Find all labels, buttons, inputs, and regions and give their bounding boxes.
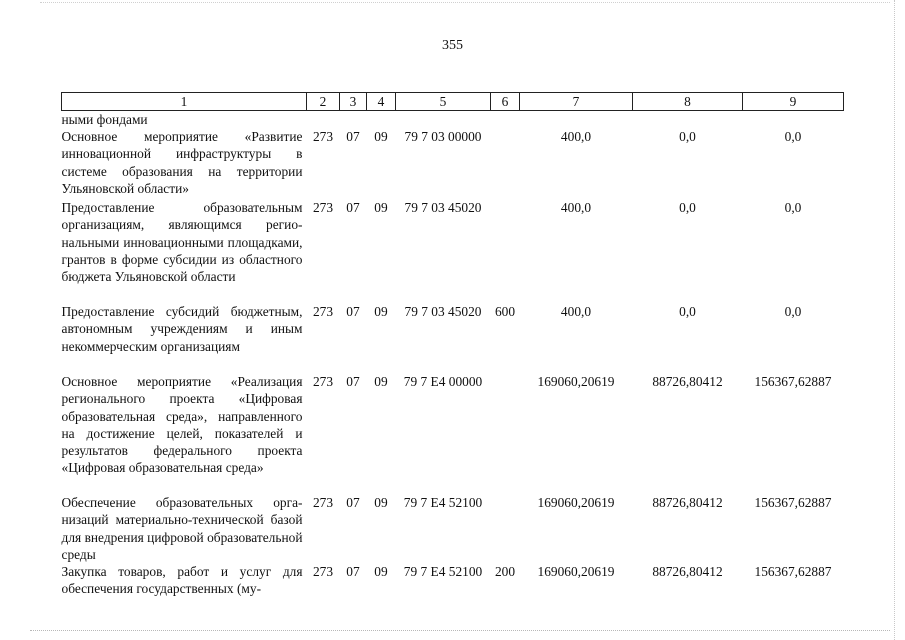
row-col-8: 0,0	[679, 200, 696, 216]
header-col-4: 4	[367, 93, 396, 111]
row-col-7: 169060,20619	[537, 564, 615, 580]
row-col-3: 07	[346, 129, 360, 145]
table-body	[62, 111, 844, 600]
header-col-3: 3	[340, 93, 367, 111]
row-col-9: 0,0	[784, 129, 802, 145]
row-col-3: 07	[346, 374, 360, 390]
scan-edge-top	[40, 2, 890, 4]
row-col-3: 07	[346, 495, 360, 511]
row-description: Закупка товаров, работ и услуг для обеспечения государственных (му-	[61, 564, 303, 597]
row-col-5: 79 7 03 45020	[404, 304, 482, 320]
row-col-9: 0,0	[784, 200, 802, 216]
row-col-8: 88726,80412	[652, 374, 723, 390]
row-col-9: 0,0	[784, 304, 802, 320]
row-col-6	[491, 199, 520, 303]
header-row	[62, 93, 844, 111]
row-col-4: 09	[374, 564, 388, 580]
row-col-2: 273	[312, 129, 334, 145]
continuation-text: ными фондами	[61, 112, 148, 127]
row-col-7: 400,0	[560, 129, 592, 145]
row-col-2: 273	[312, 304, 334, 320]
header-col-6: 6	[491, 93, 520, 111]
scan-edge-right	[894, 0, 896, 640]
row-col-2: 273	[312, 374, 334, 390]
row-col-2: 273	[312, 495, 334, 511]
row-col-4: 09	[374, 304, 388, 320]
row-description: Предоставление субсидий бюджетным, автономным учреждениям и иным некоммерческим организациям	[61, 304, 303, 354]
row-col-2: 273	[312, 564, 334, 580]
row-col-3: 07	[346, 200, 360, 216]
header-col-2: 2	[307, 93, 340, 111]
table-row	[62, 199, 844, 303]
budget-table	[61, 92, 844, 599]
table-row	[62, 128, 844, 199]
row-col-7: 169060,20619	[537, 495, 615, 511]
row-col-4: 09	[374, 495, 388, 511]
row-col-4: 09	[374, 374, 388, 390]
row-col-7: 400,0	[560, 200, 592, 216]
row-col-5: 79 7 E4 00000	[403, 374, 483, 390]
header-col-8: 8	[633, 93, 743, 111]
row-col-5: 79 7 E4 52100	[403, 495, 483, 511]
row-col-9: 156367,62887	[754, 495, 832, 511]
row-col-8: 0,0	[679, 304, 696, 320]
row-description: Обеспечение образовательных организаций материально-технической базой для внедрения цифровой образовательной среды	[61, 495, 303, 562]
row-col-9: 156367,62887	[754, 374, 832, 390]
row-description: Основное мероприятие «Развитие инновационной инфраструктуры в системе образования на территории Ульяновской области»	[61, 129, 303, 196]
header-col-1: 1	[62, 93, 307, 111]
row-col-4: 09	[374, 129, 388, 145]
row-col-3: 07	[346, 304, 360, 320]
row-col-7: 400,0	[560, 304, 592, 320]
row-description: Основное мероприятие «Реализация регионального проекта «Цифровая образовательная среда», направленного на достижение целей, показателей и результатов федерального проекта «Цифровая образовательная среда»	[61, 374, 303, 476]
table-row	[62, 563, 844, 599]
header-col-7: 7	[520, 93, 633, 111]
row-col-3: 07	[346, 564, 360, 580]
row-col-8: 88726,80412	[652, 564, 723, 580]
row-col-5: 79 7 E4 52100	[403, 564, 483, 580]
row-description: Предоставление образовательным организациям, являющимся региональными инновационными площадками, грантов в форме субсидии из областного бюджета Ульяновской области	[61, 200, 303, 285]
table-row	[62, 494, 844, 563]
header-col-5: 5	[396, 93, 491, 111]
row-col-9: 156367,62887	[754, 564, 832, 580]
row-col-6	[491, 128, 520, 199]
table-header	[62, 93, 844, 111]
row-col-7: 169060,20619	[537, 374, 615, 390]
row-col-4: 09	[374, 200, 388, 216]
header-col-9: 9	[743, 93, 844, 111]
row-col-6	[491, 494, 520, 563]
scan-edge-bottom	[30, 630, 890, 633]
continuation-row	[62, 111, 844, 129]
table-row	[62, 303, 844, 373]
table-row	[62, 373, 844, 494]
page-number: 355	[442, 38, 463, 53]
row-col-5: 79 7 03 45020	[404, 200, 482, 216]
row-col-8: 0,0	[679, 129, 696, 145]
row-col-6: 600	[494, 304, 516, 320]
row-col-5: 79 7 03 00000	[404, 129, 482, 145]
row-col-2: 273	[312, 200, 334, 216]
row-col-6: 200	[494, 564, 516, 580]
row-col-6	[491, 373, 520, 494]
row-col-8: 88726,80412	[652, 495, 723, 511]
